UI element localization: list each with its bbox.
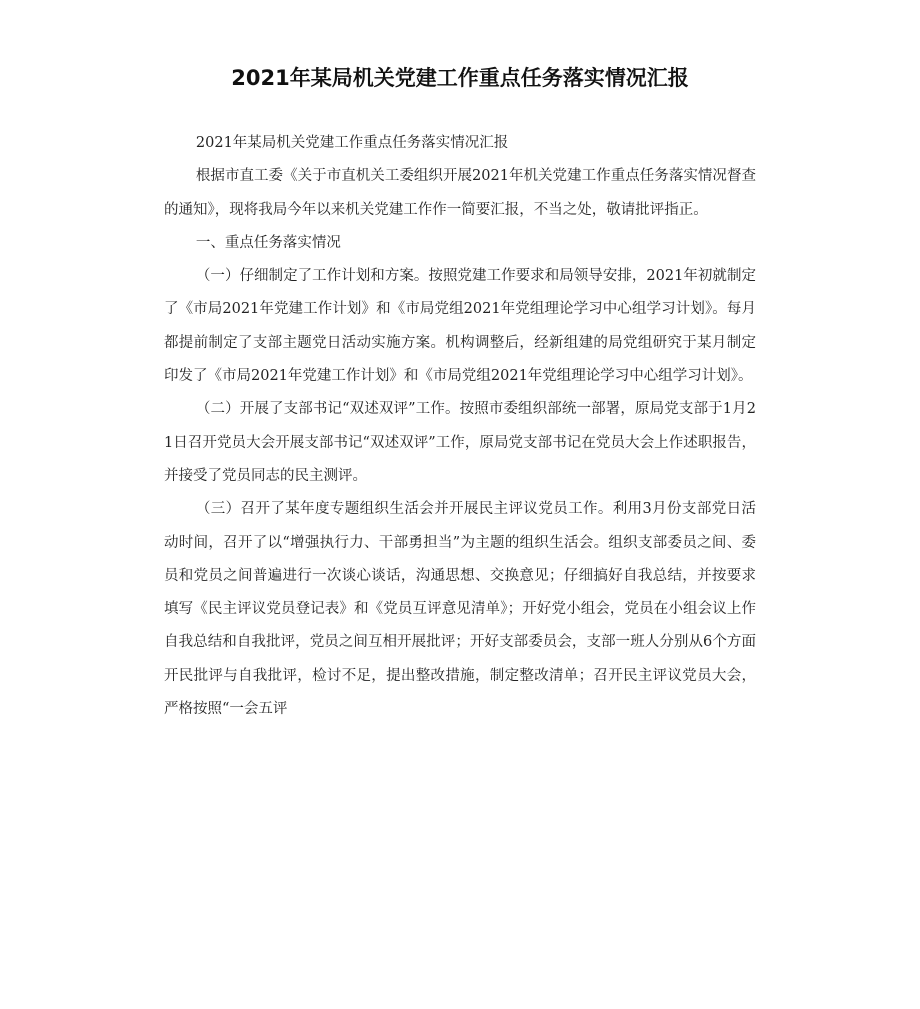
paragraph-item-2: （二）开展了支部书记“双述双评”工作。按照市委组织部统一部署，原局党支部于1月21日召开党员大会开展支部书记“双述双评”工作，原局党支部书记在党员大会上作述职报告，并接受了党员同志的民主测评。	[164, 401, 756, 484]
section-heading: 一、重点任务落实情况	[195, 234, 341, 251]
paragraph-intro: 根据市直工委《关于市直机关工委组织开展2021年机关党建工作重点任务落实情况督查的通知》，现将我局今年以来机关党建工作作一简要汇报，不当之处，敬请批评指正。	[164, 168, 756, 218]
paragraph-item-1: （一）仔细制定了工作计划和方案。按照党建工作要求和局领导安排，2021年初就制定了《市局2021年党建工作计划》和《市局党组2021年党组理论学习中心组学习计划》。每月都提前制定了支部主题党日活动实施方案。机构调整后，经新组建的局党组研究于某月制定印发了《市局2021年党建工作计划》和《市局党组2021年党组理论学习中心组学习计划》。	[164, 268, 756, 385]
paragraph-subtitle: 2021年某局机关党建工作重点任务落实情况汇报	[195, 135, 509, 151]
document-title: 2021年某局机关党建工作重点任务落实情况汇报	[231, 66, 689, 90]
paragraph-item-3: （三）召开了某年度专题组织生活会并开展民主评议党员工作。利用3月份支部党日活动时间，召开了以“增强执行力、干部勇担当”为主题的组织生活会。组织支部委员之间、委员和党员之间普遍进行一次谈心谈话，沟通思想、交换意见；仔细搞好自我总结，并按要求填写《民主评议党员登记表》和《党员互评意见清单》；开好党小组会，党员在小组会议上作自我总结和自我批评，党员之间互相开展批评；开好支部委员会，支部一班人分别从6个方面开民批评与自我批评，检讨不足，提出整改措施，制定整改清单；召开民主评议党员大会，严格按照“一会五评	[164, 501, 756, 718]
document-body	[164, 127, 756, 726]
